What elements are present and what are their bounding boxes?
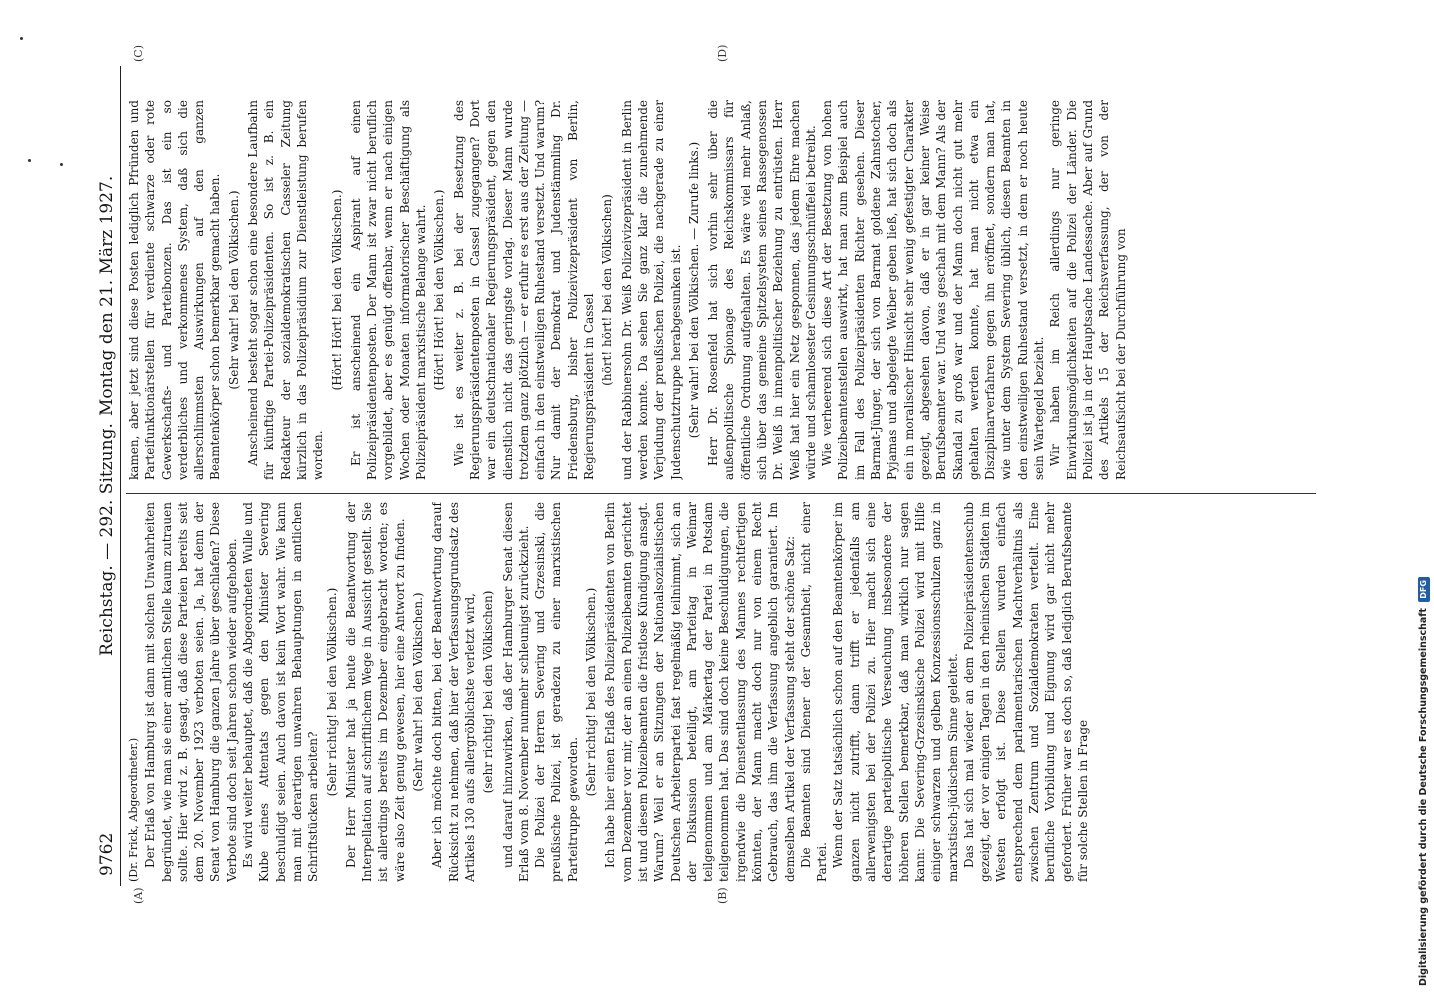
interjection: (Sehr richtig! bei den Völkischen.)	[324, 587, 339, 797]
column-divider	[126, 493, 1316, 494]
paragraph: Aber ich möchte doch bitten, bei der Beantwortung darauf Rücksicht zu nehmen, daß hier der Verfassungsgrundsatz des Artikels 130 aufs allergröblichste verletzt wird,	[430, 502, 477, 882]
interjection: (Sehr wahr! bei den Völkischen. — Zurufe links.)	[686, 141, 701, 439]
paragraph: Herr Dr. Rosenfeld hat sich vorhin sehr über die außenpolitische Spionage des Reichskommissars für öffentliche Ordnung aufgehalten. Es wäre viel mehr Anlaß, sich über das gemeine Spitzelsystem seines Rassegenossen Dr. Weiß in innenpolitischer Beziehung zu entrüsten. Herr Weiß hat hier ein Netz gesponnen, das jedem Ehre machen würde und schamlosester Gesinnungsschnüffelei betreibt.	[706, 100, 818, 480]
interjection: (hört! hört! bei den Völkischen)	[600, 194, 615, 386]
paragraph: Anscheinend besteht sogar schon eine besondere Laufbahn für künftige Partei-Polizeipräsidenten. So ist z. B. ein Redakteur der sozialdemokratischen Casseler Zeitung kürzlich in das Polizeipräsidium zur Dienstleistung berufen worden.	[246, 100, 326, 480]
header-session: Reichstag. — 292. Sitzung.	[97, 423, 117, 656]
paragraph: und der Rabbinersohn Dr. Weiß Polizeivizepräsident in Berlin werden konnte. Da sehen Sie ganz klar die zunehmende Verjudung der preußischen Polizei, die nachgerade zu einer Judenschutztruppe herabgesunken ist.	[619, 100, 683, 480]
page-header	[96, 66, 118, 886]
dfg-logo-icon: DFG	[1418, 577, 1430, 602]
paragraph: Wir haben im Reich allerdings nur geringe Einwirkungsmöglichkeiten auf die Polizei der Länder. Die Polizei ist ja in der Hauptsache Landessache. Aber auf Grund des Artikels 15 der Reichsverfassung, der von der Reichsaufsicht bei der Durchführung von	[1048, 100, 1128, 480]
margin-mark-d: (D)	[716, 44, 729, 62]
paragraph: Die Polizei der Herren Severing und Grzesinski, die preußische Polizei, ist geradezu zu einer marxistischen Parteitruppe geworden.	[533, 502, 580, 882]
paragraph: Ich habe hier einen Erlaß des Polizeipräsidenten von Berlin vom Dezember vor mir, der an einen Polizeibeamten gerichtet ist und diesem Polizeibeamten die fristlose Kündigung ansagt. Warum? Weil er an Sitzungen der Nationalsozialistischen Deutschen Arbeiterpartei fast regelmäßig teilnimmt, sich an der Diskussion beteiligt, am Parteitag in Weimar teilgenommen und am Märkertag der Partei in Potsdam teilgenommen hat. Das sind doch keine Beschuldigungen, die irgendwie die Dienstentlassung des Mannes rechtfertigen könnten, der Mann macht doch nur von einem Recht Gebrauch, das ihm die Verfassung angeblich garantiert. Im demselben Artikel der Verfassung steht der schöne Satz:	[603, 502, 797, 882]
paragraph: Der Herr Minister hat ja heute die Beantwortung der Interpellation auf schriftlichem Wege in Aussicht gestellt. Sie ist allerdings bereits im Dezember eingebracht worden; es wäre also Zeit genug gewesen, hier eine Antwort zu finden.	[343, 502, 407, 882]
left-text-column	[126, 502, 1316, 882]
digitization-credit	[1414, 4, 1434, 1004]
interjection: (Sehr wahr! bei den Völkischen.)	[411, 592, 426, 792]
margin-mark-b: (B)	[716, 887, 729, 904]
header-date: Montag den 21. März 1927.	[97, 175, 117, 416]
paragraph: Der Erlaß von Hamburg ist dann mit solchen Unwahrheiten begründet, wie man sie einer amtlichen Stelle kaum zutrauen sollte. Hier wird z. B. gesagt, daß diese Parteien bereits seit dem 20. November 1923 verboten seien. Ja, hat denn der Senat von Hamburg die ganzen Jahre über geschlafen? Diese Verbote sind doch seit Jahren schon wieder aufgehoben.	[143, 502, 239, 882]
paragraph: Wenn der Satz tatsächlich schon auf den Beamtenkörper im ganzen nicht zutrifft, dann trifft er jedenfalls am allerwenigsten bei der Polizei zu. Hier macht sich eine derartige parteipolitische Verseuchung insbesondere der höheren Stellen bemerkbar, daß man wirklich nur sagen kann: Die Severing-Grzesinskische Polizei wird mit Hilfe einiger schwarzen und gelben Konzessionsschulzen ganz in marxistisch-jüdischem Sinne geleitet.	[831, 502, 960, 882]
interjection: (Hört! Hört! bei den Völkischen.)	[432, 189, 447, 391]
paragraph: Das hat sich mal wieder an dem Polizeipräsidentenschub gezeigt, der vor einigen Tagen in den rheinischen Städten im Westen erfolgt ist. Diese Stellen wurden einfach entsprechend dem parlamentarischen Machtverhältnis als zwischen Zentrum und Sozialdemokraten verteilt. Eine berufliche Vorbildung und Eignung wird gar nicht mehr gefordert. Früher war es doch so, daß lediglich Berufsbeamte für solche Stellen in Frage	[961, 502, 1090, 882]
margin-mark-c: (C)	[132, 45, 145, 62]
interjection: (sehr richtig! bei den Völkischen)	[481, 590, 496, 794]
speaker-tag: (Dr. Frick, Abgeordneter.)	[127, 737, 140, 882]
interjection: (Hört! Hört! bei den Völkischen.)	[329, 189, 344, 391]
paragraph: kamen, aber jetzt sind diese Posten lediglich Pfründen und Parteifunktionärstellen für verdiente schwarze oder rote Gewerkschafts- und Parteibonzen. Das ist ein so verderbliches und verkommenes System, daß sich die allerschlimmsten Auswirkungen auf den ganzen Beamtenkörper schon bemerkbar gemacht haben.	[127, 100, 223, 480]
paragraph: Es wird weiter behauptet, daß die Abgeordneten Wulle und Kube eines Attentats gegen den Minister Severing beschuldigt seien. Auch davon ist kein Wort wahr. Wie kann man mit derartigen unwahren Behauptungen in amtlichen Schriftstücken arbeiten?	[241, 502, 321, 882]
margin-mark-a: (A)	[132, 887, 145, 904]
paragraph: Wie ist es weiter z. B. bei der Besetzung des Regierungspräsidentenposten in Cassel zugegangen? Dort war ein deutschnationaler Regierungspräsident, gegen den dienstlich nicht das geringste vorlag. Dieser Mann wurde trotzdem ganz plötzlich — er erfuhr es erst aus der Zeitung — einfach in den einstweiligen Ruhestand versetzt. Und warum? Nur damit der Demokrat und Judenstämmling Dr. Friedensburg, bisher Polizeivizepräsident von Berlin, Regierungspräsident in Cassel	[451, 100, 597, 480]
paragraph: und darauf hinzuwirken, daß der Hamburger Senat diesen Erlaß vom 8. November nunmehr schleunigst zurückzieht.	[500, 502, 531, 882]
header-rule	[120, 66, 121, 886]
interjection: (Sehr richtig! bei den Völkischen.)	[584, 587, 599, 797]
paragraph: Wie verheerend sich diese Art der Besetzung von hohen Polizeibeamtenstellen auswirkt, hat man zum Beispiel auch im Fall des Polizeipräsidenten Richter gesehen. Dieser Barmat-Jünger, der sich von Barmat goldene Zahnstocher, Pyjamas und abgelegte Weiber geben ließ, hat sich doch als ein in moralischer Hinsicht sehr wenig gefestigter Charakter gezeigt, abgesehen davon, daß er in gar keiner Weise Berufsbeamter war. Und was geschah mit dem Mann? Als der Skandal zu groß war und der Mann doch nicht gut mehr gehalten werden konnte, hat man nicht etwa ein Disziplinarverfahren gegen ihn eröffnet, sondern man hat, wie unter dem System Severing üblich, diesen Beamten in den einstweiligen Ruhestand versetzt, in dem er noch heute sein Wartegeld bezieht.	[820, 100, 1047, 480]
paragraph: Er ist anscheinend ein Aspirant auf einen Polizeipräsidentenposten. Der Mann ist zwar nicht beruflich vorgebildet, aber es genügt offenbar, wenn er nach einigen Wochen oder Monaten informatorischer Beschäftigung als Polizeipräsident marxistische Belange wahrt.	[348, 100, 429, 480]
interjection: (Sehr wahr! bei den Völkischen.)	[226, 190, 241, 390]
paragraph: Die Beamten sind Diener der Gesamtheit, nicht einer Partei.	[798, 502, 830, 882]
right-text-column	[126, 100, 1316, 480]
credit-text: Digitalisierung gefördert durch die Deutsche Forschungsgemeinschaft	[1418, 608, 1429, 986]
page-number: 9762	[97, 832, 117, 876]
